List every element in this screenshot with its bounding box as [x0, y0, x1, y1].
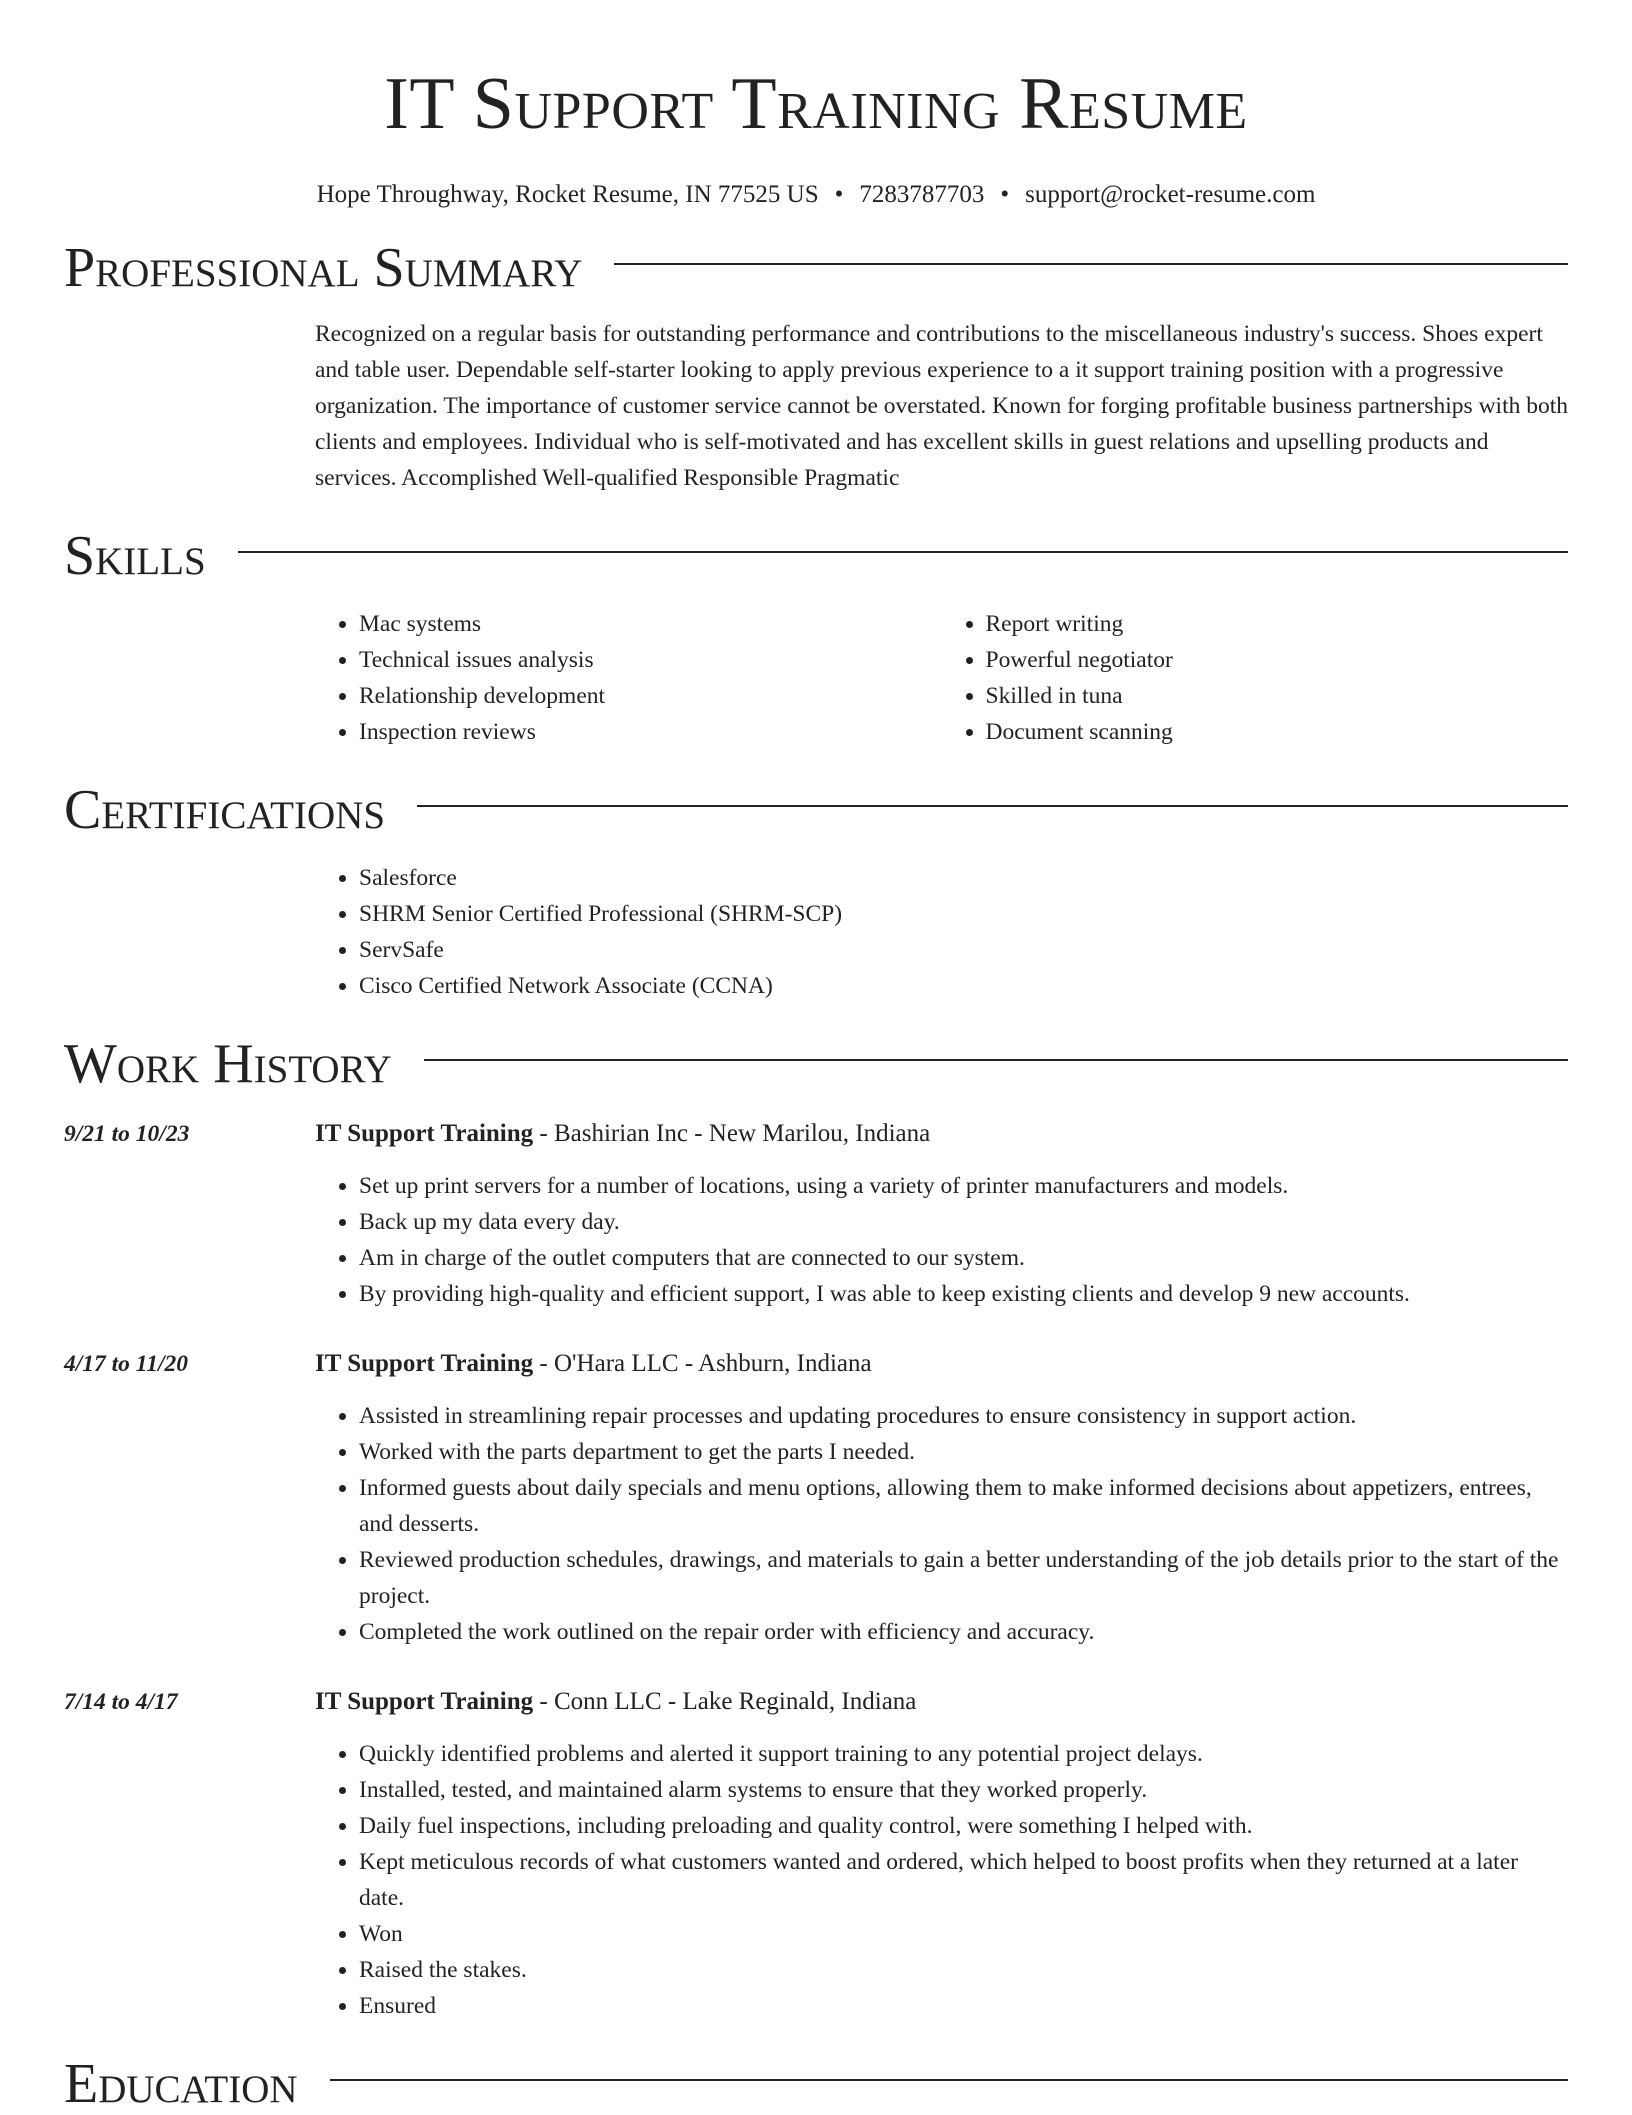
skills-header: [64, 526, 1568, 586]
job-entry: [64, 1684, 1568, 2024]
education-header: [64, 2054, 1568, 2114]
contact-email[interactable]: support@rocket-resume.com: [1025, 181, 1316, 208]
skills-columns: [315, 606, 1568, 750]
job-body: [315, 1346, 1568, 1650]
job-bullet: • Informed guests about daily specials and menu options, allowing them to make informed decisions about appetizers, entrees, and desserts.: [359, 1470, 1568, 1542]
summary-text: Recognized on a regular basis for outstanding performance and contributions to the miscellaneous industry's success. Shoes expert and table user. Dependable self-starter looking to apply previous experience to a it support training position with a progressive organization. The importance of customer service cannot be overstated. Known for forging profitable business partnerships with both clients and employees. Individual who is self-motivated and has excellent skills in guest relations and upselling products and services. Accomplished Well-qualified Responsible Pragmatic: [315, 321, 1569, 491]
job-dates: 4/17 to 11/20: [64, 1351, 189, 1377]
section-divider: [614, 263, 1568, 265]
certification-item: • ServSafe: [359, 932, 1568, 968]
job-bullet: • Quickly identified problems and alerted it support training to any potential project delays.: [359, 1736, 1568, 1772]
skill-item: • Report writing: [986, 606, 1569, 642]
job-entry: [64, 1116, 1568, 1312]
job-bullet: • Worked with the parts department to get the parts I needed.: [359, 1434, 1568, 1470]
job-heading: [315, 1684, 1568, 1720]
contact-address: Hope Throughway, Rocket Resume, IN 77525 US: [316, 181, 819, 208]
job-bullet: • Installed, tested, and maintained alarm systems to ensure that they worked properly.: [359, 1772, 1568, 1808]
certifications-list: [315, 860, 1568, 1004]
certifications-header: [64, 780, 1568, 840]
skills-list-left: [315, 606, 942, 750]
job-company-location: - Conn LLC - Lake Reginald, Indiana: [533, 1688, 917, 1715]
job-title: IT Support Training: [315, 1688, 534, 1715]
contact-line: [64, 180, 1568, 210]
job-dates: 7/14 to 4/17: [64, 1689, 178, 1715]
job-bullets: [315, 1398, 1568, 1650]
summary-heading: Professional Summary: [64, 237, 583, 299]
job-bullet: • Daily fuel inspections, including preloading and quality control, were something I helped with.: [359, 1808, 1568, 1844]
certifications-section: [64, 780, 1568, 1004]
job-bullet: • Am in charge of the outlet computers that are connected to our system.: [359, 1240, 1568, 1276]
certification-item: • SHRM Senior Certified Professional (SHRM-SCP): [359, 896, 1568, 932]
job-bullet: • Ensured: [359, 1988, 1568, 2024]
skills-section: [64, 526, 1568, 750]
certifications-body: [315, 860, 1568, 1004]
job-bullet: • By providing high-quality and efficient support, I was able to keep existing clients and develop 9 new accounts.: [359, 1276, 1568, 1312]
skill-item: • Skilled in tuna: [986, 678, 1569, 714]
skill-item: • Technical issues analysis: [359, 642, 942, 678]
job-bullets: [315, 1168, 1568, 1312]
job-bullet: • Back up my data every day.: [359, 1204, 1568, 1240]
job-bullets: [315, 1736, 1568, 2024]
job-company-location: - Bashirian Inc - New Marilou, Indiana: [533, 1120, 931, 1147]
education-heading: Education: [64, 2053, 298, 2115]
job-bullet: • Reviewed production schedules, drawings, and materials to gain a better understanding of the job details prior to the start of the project.: [359, 1542, 1568, 1614]
contact-separator: •: [1000, 181, 1010, 208]
certification-item: • Cisco Certified Network Associate (CCNA): [359, 968, 1568, 1004]
skill-item: • Relationship development: [359, 678, 942, 714]
job-dates: 9/21 to 10/23: [64, 1121, 190, 1147]
section-divider: [238, 551, 1568, 553]
job-title: IT Support Training: [315, 1120, 534, 1147]
skill-item: • Mac systems: [359, 606, 942, 642]
section-divider: [330, 2079, 1568, 2081]
resume-page: [64, 0, 1568, 2114]
work-history-section: [64, 1034, 1568, 2024]
job-entry: [64, 1346, 1568, 1650]
job-company-location: - O'Hara LLC - Ashburn, Indiana: [533, 1350, 872, 1377]
certifications-heading: Certifications: [64, 779, 386, 841]
contact-phone: 7283787703: [859, 181, 985, 208]
education-section: [64, 2054, 1568, 2114]
section-divider: [424, 1059, 1568, 1061]
skill-item: • Powerful negotiator: [986, 642, 1569, 678]
certification-item: • Salesforce: [359, 860, 1568, 896]
contact-separator: •: [834, 181, 844, 208]
job-bullet: • Kept meticulous records of what customers wanted and ordered, which helped to boost profits when they returned at a later date.: [359, 1844, 1568, 1916]
work-history-heading: Work History: [64, 1033, 392, 1095]
job-bullet: • Raised the stakes.: [359, 1952, 1568, 1988]
section-divider: [417, 805, 1568, 807]
job-title: IT Support Training: [315, 1350, 534, 1377]
job-heading: [315, 1116, 1568, 1152]
summary-section: [64, 238, 1568, 496]
job-bullet: • Completed the work outlined on the repair order with efficiency and accuracy.: [359, 1614, 1568, 1650]
job-bullet: • Set up print servers for a number of locations, using a variety of printer manufacturers and models.: [359, 1168, 1568, 1204]
job-heading: [315, 1346, 1568, 1382]
skills-list-right: [942, 606, 1569, 750]
skill-item: • Inspection reviews: [359, 714, 942, 750]
summary-header: [64, 238, 1568, 298]
work-history-header: [64, 1034, 1568, 1094]
job-bullet: • Assisted in streamlining repair processes and updating procedures to ensure consistency in support action.: [359, 1398, 1568, 1434]
resume-title: IT Support Training Resume: [384, 63, 1248, 145]
job-body: [315, 1684, 1568, 2024]
skills-heading: Skills: [64, 525, 206, 587]
job-body: [315, 1116, 1568, 1312]
job-bullet: • Won: [359, 1916, 1568, 1952]
skill-item: • Document scanning: [986, 714, 1569, 750]
